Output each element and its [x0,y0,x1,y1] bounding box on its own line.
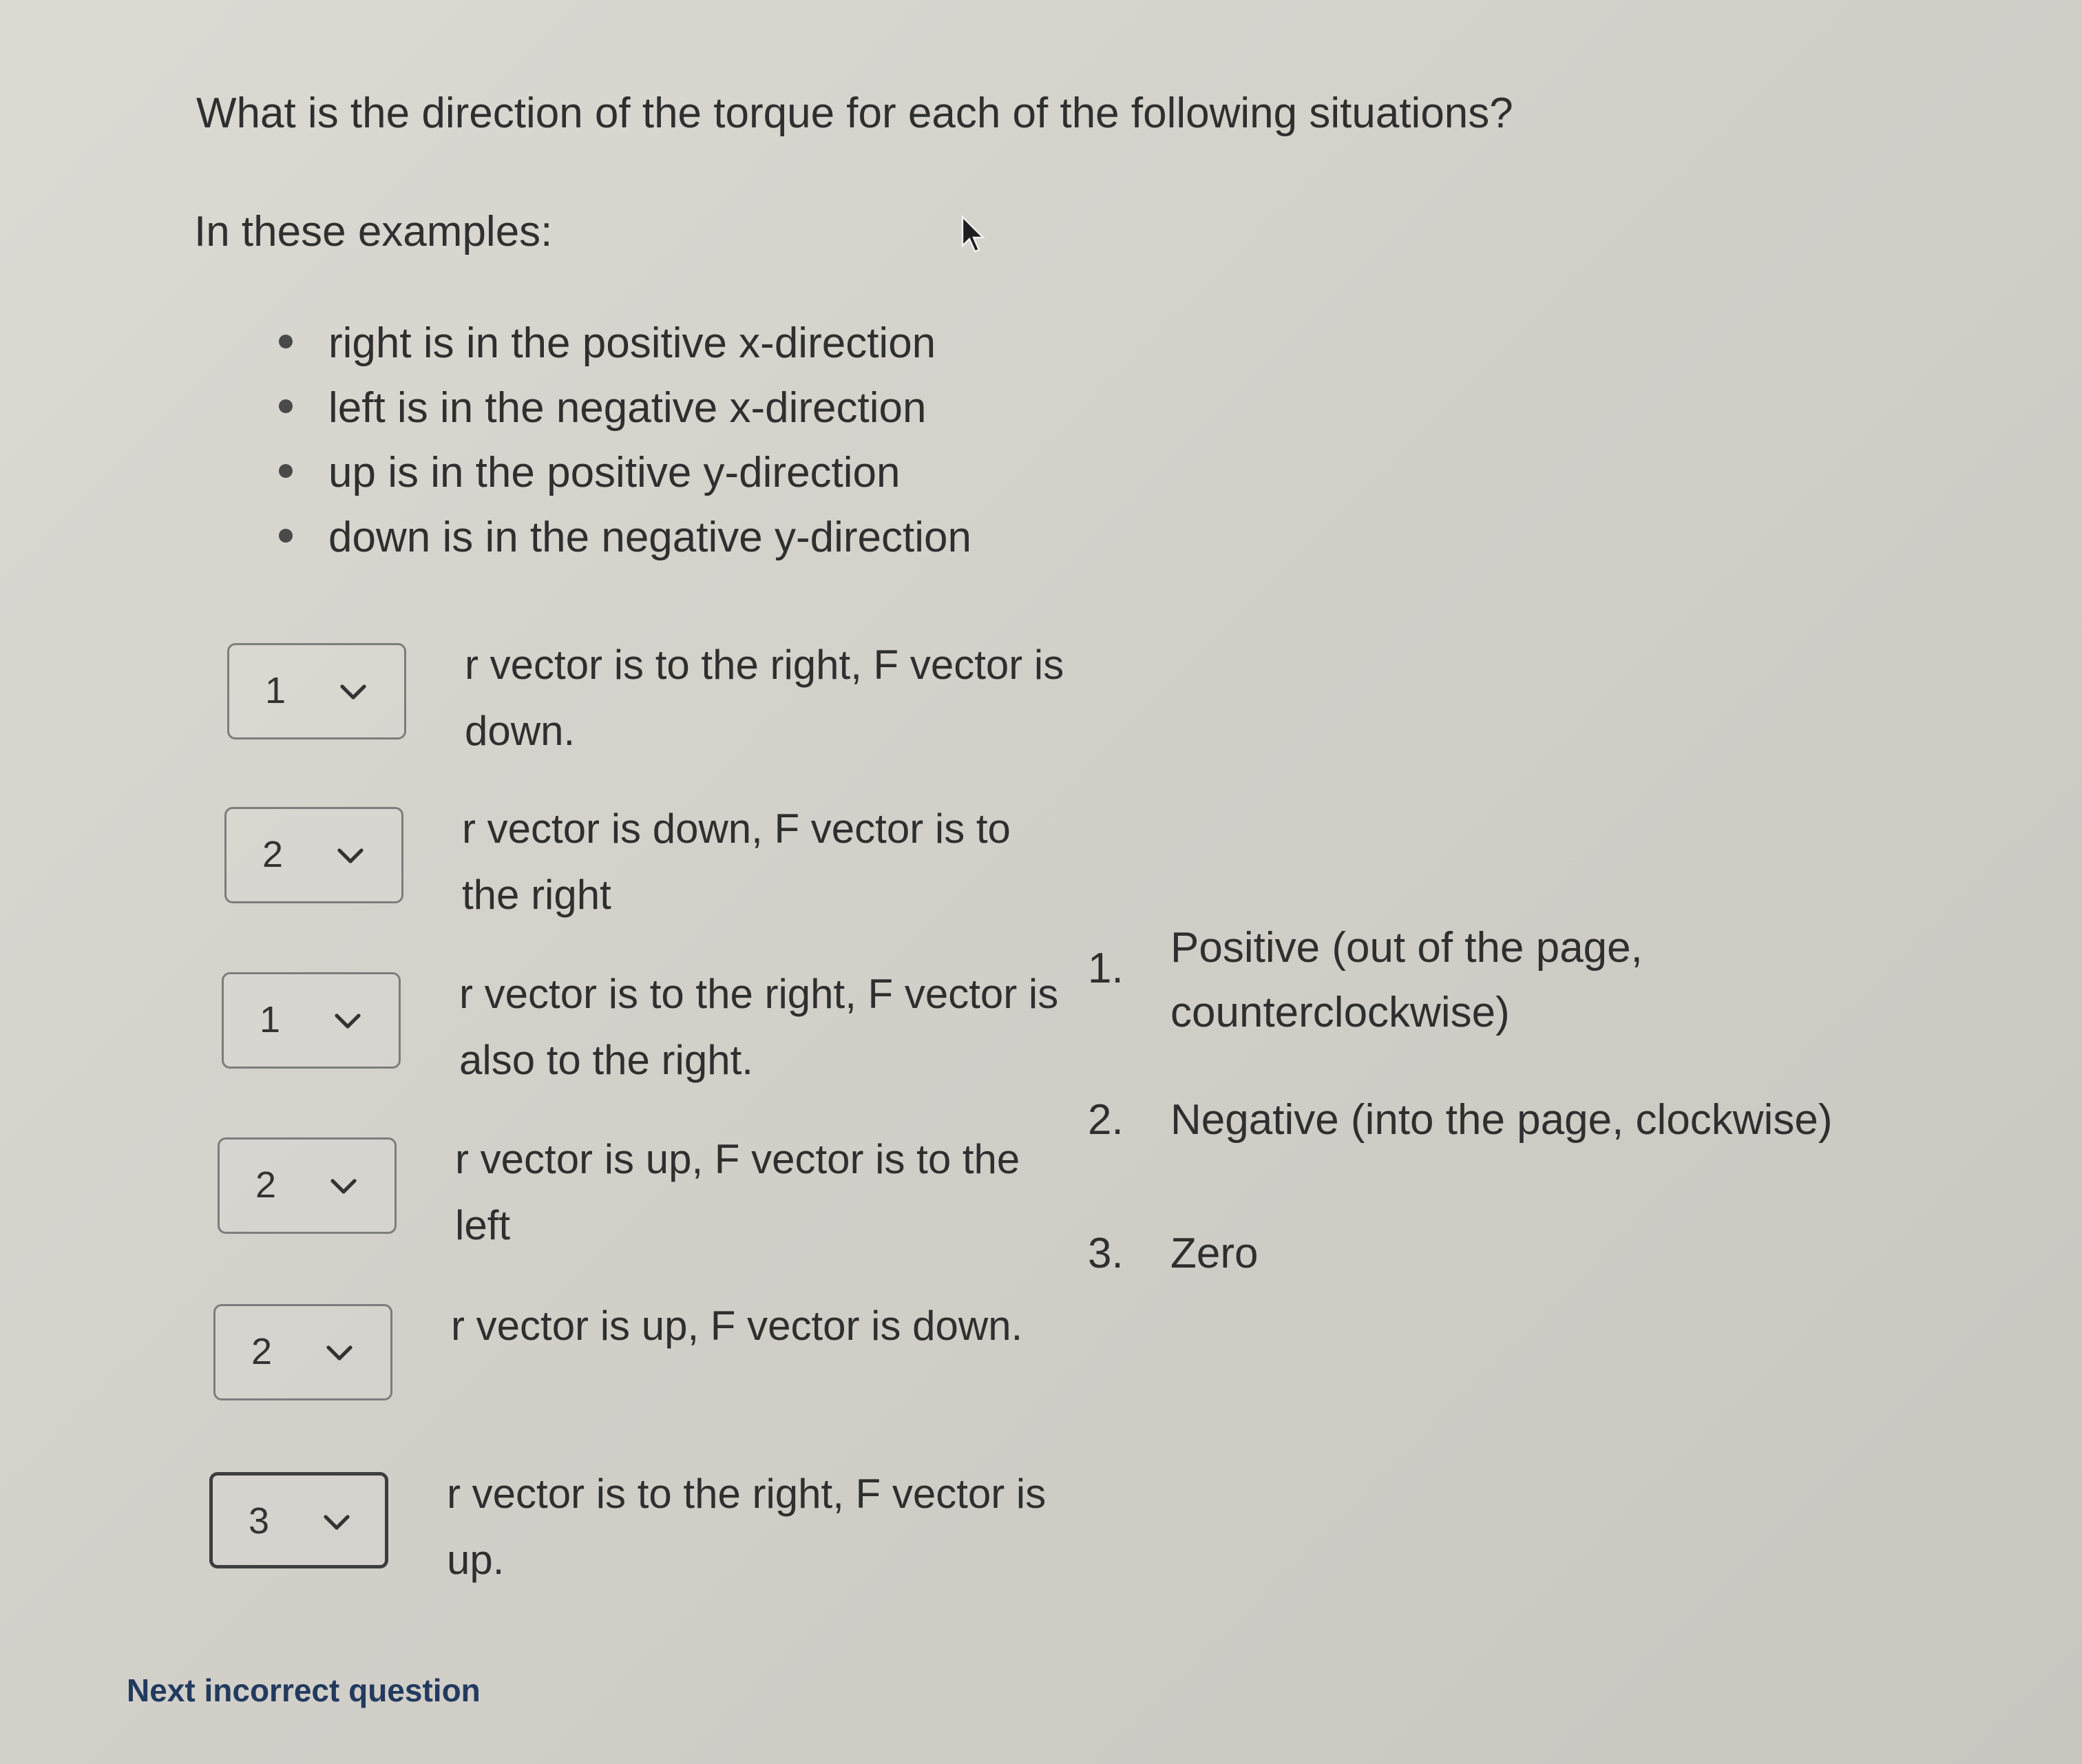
list-item [279,505,971,570]
list-item-text: right is in the positive x-direction [328,319,936,367]
select-value: 3 [249,1500,270,1542]
list-item [279,311,971,376]
list-item-text: left is in the negative x-direction [328,384,927,432]
option-number: 3. [1088,1230,1124,1277]
select-value: 1 [260,999,281,1040]
list-item-text: down is in the negative y-direction [328,514,971,561]
select-value: 2 [255,1164,277,1206]
answer-select[interactable] [222,972,401,1069]
option-text: Negative (into the page, clockwise) [1170,1096,1833,1144]
select-value: 2 [262,834,284,875]
situation-text: r vector is up, F vector is down. [451,1303,1023,1349]
option-text: Zero [1170,1230,1259,1277]
situation-text: r vector is to the right, F vector is also to the right. [459,971,1059,1083]
select-value: 1 [265,670,286,711]
bullet-icon [279,529,293,543]
list-item-text: up is in the positive y-direction [328,449,901,496]
bullet-icon [279,335,293,348]
situation-text: r vector is down, F vector is to the right [462,806,1011,918]
chevron-down-icon [339,684,367,702]
bullet-icon [279,464,293,478]
option-number: 1. [1088,945,1124,992]
chevron-down-icon [326,1345,353,1363]
situation-text: r vector is to the right, F vector is down. [465,642,1064,754]
intro-text: In these examples: [194,208,553,255]
mouse-pointer-icon [960,216,987,254]
bullet-icon [279,399,293,413]
question-title: What is the direction of the torque for each of the following situations? [196,90,1513,137]
option-text: Positive (out of the page, counterclockwise) [1170,924,1643,1036]
situation-text: r vector is up, F vector is to the left [455,1136,1020,1248]
list-item [279,441,971,505]
next-incorrect-question-link[interactable]: Next incorrect question [127,1672,481,1708]
answer-select[interactable] [213,1304,392,1400]
answer-select[interactable] [209,1472,388,1568]
chevron-down-icon [337,848,364,865]
chevron-down-icon [330,1178,357,1196]
situation-text: r vector is to the right, F vector is up. [447,1471,1047,1583]
chevron-down-icon [334,1013,361,1031]
answer-select[interactable] [227,643,406,739]
answer-select[interactable] [224,807,403,903]
answer-select[interactable] [218,1137,397,1234]
chevron-down-icon [323,1514,350,1532]
direction-conventions-list [279,311,971,570]
list-item [279,376,971,441]
select-value: 2 [251,1331,273,1372]
option-number: 2. [1088,1096,1124,1144]
